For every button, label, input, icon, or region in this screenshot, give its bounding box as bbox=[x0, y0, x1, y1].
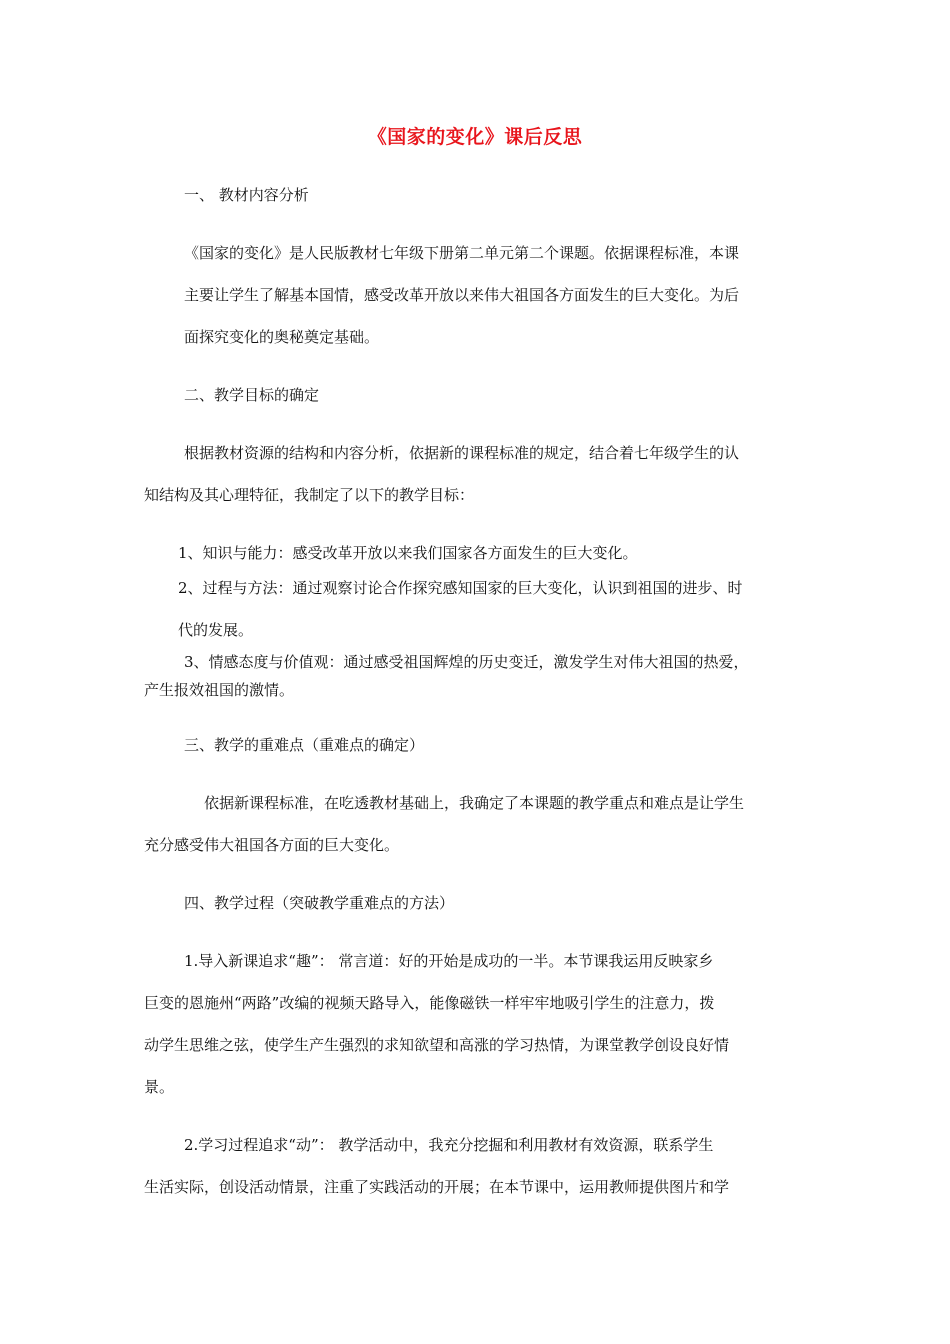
paragraph-line: 动学生思维之弦，使学生产生强烈的求知欲望和高涨的学习热情，为课堂教学创设良好情 bbox=[144, 1036, 730, 1054]
paragraph-line: 2.学习过程追求“动”： 教学活动中，我充分挖掘和利用教材有效资源，联系学生 bbox=[184, 1136, 714, 1154]
goal-item-continued: 产生报效祖国的激情。 bbox=[144, 681, 295, 699]
paragraph-line: 根据教材资源的结构和内容分析，依据新的课程标准的规定，结合着七年级学生的认 bbox=[184, 444, 740, 462]
paragraph-line: 依据新课程标准，在吃透教材基础上，我确定了本课题的教学重点和难点是让学生 bbox=[204, 794, 745, 812]
paragraph-line: 生活实际，创设活动情景，注重了实践活动的开展；在本节课中，运用教师提供图片和学 bbox=[144, 1178, 730, 1196]
paragraph-line: 巨变的恩施州“两路”改编的视频天路导入，能像磁铁一样牢牢地吸引学生的注意力，拨 bbox=[144, 994, 715, 1012]
paragraph-line: 1.导入新课追求“趣”： 常言道：好的开始是成功的一半。本节课我运用反映家乡 bbox=[184, 952, 714, 970]
paragraph-line: 景。 bbox=[144, 1078, 175, 1096]
heading-3: 三、教学的重难点（重难点的确定） bbox=[184, 736, 425, 754]
heading-2: 二、教学目标的确定 bbox=[184, 386, 320, 404]
paragraph-line: 知结构及其心理特征，我制定了以下的教学目标： bbox=[144, 486, 475, 504]
paragraph-line: 充分感受伟大祖国各方面的巨大变化。 bbox=[144, 836, 400, 854]
goal-item-continued: 代的发展。 bbox=[178, 621, 254, 639]
paragraph-line: 面探究变化的奥秘奠定基础。 bbox=[184, 328, 380, 346]
document-title: 《国家的变化》课后反思 bbox=[367, 126, 583, 148]
heading-4: 四、教学过程（突破教学重难点的方法） bbox=[184, 894, 455, 912]
goal-item: 1、知识与能力：感受改革开放以来我们国家各方面发生的巨大变化。 bbox=[178, 544, 638, 562]
goal-item: 3、情感态度与价值观：通过感受祖国辉煌的历史变迁，激发学生对伟大祖国的热爱， bbox=[184, 653, 749, 671]
paragraph-line: 《国家的变化》是人民版教材七年级下册第二单元第二个课题。依据课程标准，本课 bbox=[184, 244, 740, 262]
paragraph-line: 主要让学生了解基本国情，感受改革开放以来伟大祖国各方面发生的巨大变化。为后 bbox=[184, 286, 740, 304]
goal-item: 2、过程与方法：通过观察讨论合作探究感知国家的巨大变化，认识到祖国的进步、时 bbox=[178, 579, 743, 597]
heading-1: 一、 教材内容分析 bbox=[184, 186, 309, 204]
